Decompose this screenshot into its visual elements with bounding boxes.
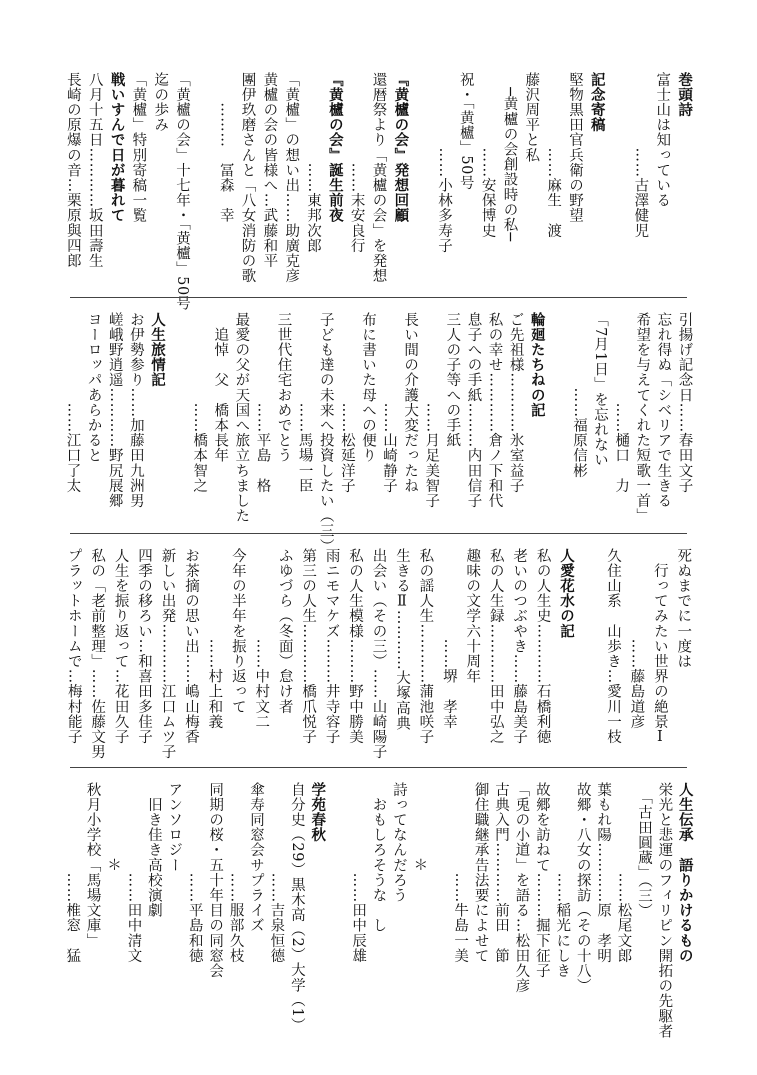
- contents-entry: ……月足美智子: [423, 312, 440, 509]
- contents-entry: [548, 312, 568, 524]
- contents-entry: ……服部久枝: [227, 782, 244, 964]
- contents-entry: [430, 782, 450, 998]
- contents-entry: 秋月小学校「馬場文庫」: [84, 782, 101, 949]
- contents-entry: ……福原信彬: [570, 312, 587, 479]
- contents-entry: 私の幸せ…………倉ノ下和代: [486, 312, 503, 509]
- contents-entry: 私の「老前整理」……佐藤文男: [89, 548, 106, 760]
- contents-entry: ……麻生 渡: [545, 72, 562, 239]
- contents-entry: 古典入門…………前田 節: [493, 782, 510, 964]
- contents-entry: 子ども達の未来へ投資したい（三）: [317, 312, 334, 554]
- contents-entry: ……東邦次郎: [305, 72, 322, 254]
- contents-entry: 御住職継承告法要によせて: [472, 782, 489, 964]
- contents-entry: 布に書いた母への便り: [359, 312, 376, 463]
- contents-entry: ……安保博史: [479, 72, 496, 239]
- contents-entry: 四季の移ろい…和喜田多佳子: [136, 548, 153, 745]
- contents-entry: 趣味の文学六十周年: [464, 548, 481, 684]
- contents-entry: 久住山系 山歩き…愛川一枝: [604, 548, 621, 745]
- contents-band-4: [62, 782, 695, 1039]
- contents-entry: 「黄櫨」の想い出……助廣克彦: [283, 72, 300, 284]
- section-heading: 記念寄稿: [588, 72, 606, 133]
- contents-entry: 「古田圓蔵」（三）: [635, 782, 652, 919]
- contents-entry: アンソロジー: [166, 782, 183, 873]
- contents-entry: 「7月1日」を忘れない: [592, 312, 609, 468]
- contents-entry: おもしろそうな し: [370, 782, 387, 933]
- divider-rule-2: [70, 533, 687, 534]
- contents-entry: 私の謡人生…………蒲池咲子: [417, 548, 434, 745]
- section-heading: 人愛花水の記: [558, 548, 576, 639]
- contents-entry: [609, 72, 629, 288]
- contents-entry: ……村上和義: [206, 548, 223, 730]
- contents-entry: ……橋本智之: [191, 312, 208, 494]
- contents-entry: 故郷を訪ねて………掘下征子: [533, 782, 550, 979]
- contents-entry: 私の人生録…………田中弘之: [487, 548, 504, 745]
- contents-entry: 黄櫨の会の皆様へ…武藤和平: [261, 72, 278, 269]
- contents-entry: ……松延洋子: [338, 312, 355, 494]
- contents-entry: 詩ってなんだろう: [390, 782, 407, 903]
- contents-entry: 同期の桜・五十年目の同窓会: [207, 782, 224, 979]
- contents-entry: ……馬場一臣: [296, 312, 313, 494]
- contents-entry: 第三の人生…………橋爪悦子: [300, 548, 317, 745]
- contents-entry: ……古澤健児: [632, 72, 649, 239]
- contents-entry: ……中村文二: [253, 548, 270, 730]
- contents-entry: 嵯峨野逍遥…………野尻展郷: [106, 312, 123, 509]
- contents-entry: 團伊玖磨さんと「八女消防の歌: [239, 72, 256, 284]
- contents-entry: 富士山は知っている: [654, 72, 671, 208]
- contents-entry: 行ってみたい世界の絶景Ⅰ: [651, 548, 668, 746]
- contents-entry: 老いのつぶやき……藤島美子: [511, 548, 528, 745]
- contents-entry: 生きるⅡ…………大塚高典: [393, 548, 410, 731]
- section-heading: 人生伝承 語りかけるもの: [676, 782, 694, 964]
- contents-entry: 堅物黒田官兵衛の野望: [566, 72, 583, 223]
- contents-entry: 葉もれ陽…………原 孝明: [595, 782, 612, 964]
- contents-entry: ……小林多寿子: [435, 72, 452, 254]
- contents-entry: 希望を与えてくれた短歌一首」: [634, 312, 651, 524]
- contents-entry: ……平島 格: [254, 312, 271, 494]
- contents-entry: 藤沢周平と私: [523, 72, 540, 163]
- contents-entry: 今年の半年を振り返って: [229, 548, 246, 715]
- contents-entry: 引揚げ記念日……春田文子: [676, 312, 693, 494]
- contents-entry: [168, 312, 188, 524]
- contents-entry: ＊: [105, 782, 122, 873]
- contents-entry: 「黄櫨の会」十七年・「黄櫨」50号: [174, 72, 191, 311]
- section-heading: 『黄櫨の会』誕生前夜: [326, 72, 344, 223]
- contents-entry: ヨーロッパあらかると: [85, 312, 102, 463]
- contents-entry: 八月十五日…………坂田壽生: [86, 72, 103, 269]
- contents-entry: 「黄櫨」特別寄稿一覧: [130, 72, 147, 223]
- contents-entry: 雨ニモマケズ………井寺容子: [323, 548, 340, 745]
- section-heading: 巻頭詩: [676, 72, 694, 118]
- contents-entry: ─黄櫨の会創設時の私─: [501, 72, 518, 242]
- section-heading: 人生旅情記: [148, 312, 166, 388]
- contents-entry: [328, 782, 348, 998]
- contents-entry: 死ぬまでに一度は: [675, 548, 692, 669]
- contents-entry: ……江口了太: [64, 312, 81, 494]
- contents-entry: ＊: [411, 782, 428, 873]
- contents-entry: 最愛の父が天国へ旅立ちました: [233, 312, 250, 524]
- section-heading: 学苑春秋: [309, 782, 327, 843]
- contents-entry: [194, 72, 214, 288]
- contents-entry: 祝・「黄櫨」50号: [457, 72, 474, 191]
- contents-entry: 忘れ得ぬ「シベリアで生きる: [655, 312, 672, 509]
- divider-rule-1: [70, 297, 687, 298]
- contents-entry: ……樋口 力: [613, 312, 630, 494]
- section-heading: 戦いすんで日が暮れて: [108, 72, 126, 223]
- contents-entry: 還暦祭より「黄櫨の会」を発想: [370, 72, 387, 284]
- contents-entry: 追悼 父 橋本長年: [212, 312, 229, 463]
- contents-entry: お茶摘の思い出……嶋山梅香: [182, 548, 199, 745]
- contents-entry: ……堺 孝幸: [440, 548, 457, 730]
- contents-entry: ……椎窓 猛: [64, 782, 81, 964]
- divider-rule-3: [70, 767, 687, 768]
- contents-entry: 長崎の原爆の音…栗原與四郎: [64, 72, 81, 269]
- contents-entry: プラットホームで…梅村能子: [65, 548, 82, 745]
- contents-entry: ……山崎静子: [381, 312, 398, 494]
- contents-entry: ……吉泉恒德: [268, 782, 285, 964]
- contents-entry: お伊勢参り……加藤田九洲男: [127, 312, 144, 509]
- contents-band-3: [62, 548, 695, 758]
- contents-entry: 私の人生模様………野中勝美: [347, 548, 364, 745]
- contents-entry: 三世代住宅おめでとう: [275, 312, 292, 463]
- contents-entry: ふゆづら（冬面）怠け者: [276, 548, 293, 715]
- contents-entry: 傘寿同窓会サプライズ: [247, 782, 264, 933]
- contents-entry: 旧き佳き高校演劇: [145, 782, 162, 918]
- contents-entry: 自分史（29）黒木高（2）大学（1）: [288, 782, 305, 1033]
- contents-entry: 栄光と悲運のフィリピン開拓の先駆者: [656, 782, 673, 1039]
- contents-entry: 長い間の介護大変だったね: [402, 312, 419, 494]
- contents-entry: 私の人生史…………石橋利徳: [534, 548, 551, 745]
- contents-band-2: [62, 312, 695, 554]
- contents-band-1: [62, 72, 695, 311]
- contents-entry: ご先祖様…………氷室益子: [507, 312, 524, 494]
- contents-entry: 新しい出発…………江口ムツ子: [159, 548, 176, 760]
- section-heading: 『黄櫨の会』発想回顧: [392, 72, 410, 223]
- contents-entry: [580, 548, 600, 758]
- contents-entry: ……末安良行: [348, 72, 365, 254]
- contents-entry: ……稲光にしき: [554, 782, 571, 979]
- contents-entry: ……松尾文郎: [615, 782, 632, 964]
- contents-entry: 出会い（その三）……山崎陽子: [370, 548, 387, 760]
- contents-entry: 人生を振り返って…花田久子: [112, 548, 129, 745]
- contents-entry: ……平島和徳: [186, 782, 203, 964]
- contents-entry: 息子への手紙………内田信子: [465, 312, 482, 509]
- contents-entry: ……牛島一美: [452, 782, 469, 964]
- contents-entry: ……田中清文: [125, 782, 142, 964]
- contents-entry: 「兎の小道」を語る…松田久彦: [513, 782, 530, 994]
- contents-entry: ……田中辰雄: [350, 782, 367, 964]
- contents-entry: [412, 72, 432, 288]
- contents-entry: 迄の歩み: [152, 72, 169, 133]
- contents-entry: ……藤島道彦: [628, 548, 645, 730]
- contents-entry: ……… 冨森 幸: [217, 72, 234, 223]
- contents-entry: 故郷・八女の探訪（その十八）: [574, 782, 591, 994]
- contents-entry: 三人の子等への手紙: [444, 312, 461, 448]
- section-heading: 輪廻たちねの記: [528, 312, 546, 418]
